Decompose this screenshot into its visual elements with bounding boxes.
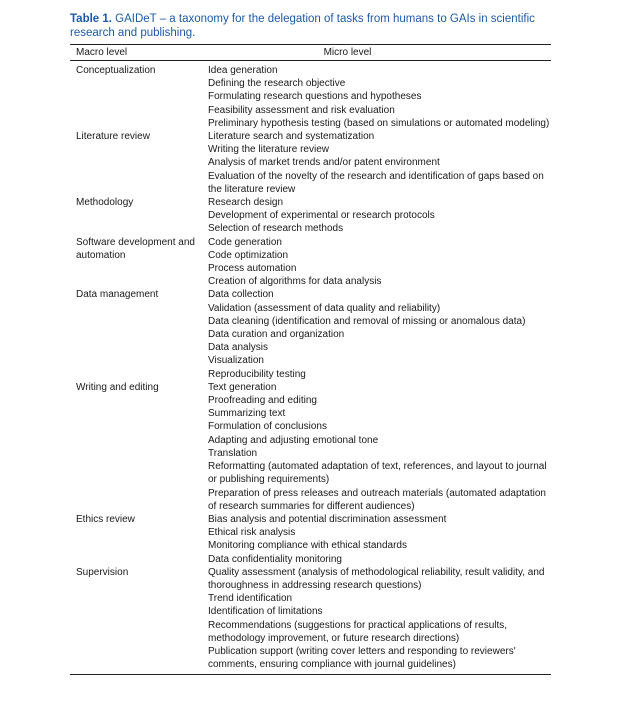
micro-level-item: Research design bbox=[208, 197, 284, 209]
bottom-rule bbox=[70, 674, 551, 675]
micro-level-item: Reproducibility testing bbox=[208, 368, 306, 380]
micro-level-item: Recommendations (suggestions for practical applications of results, methodology improvement, or future research directions) bbox=[208, 619, 508, 644]
micro-level-item: Preparation of press releases and outreach materials (automated adaptation of research summaries for different audiences) bbox=[208, 487, 546, 512]
table-row bbox=[70, 130, 551, 196]
micro-level-item: Quality assessment (analysis of methodological reliability, result validity, and thoroughness in addressing research questions) bbox=[208, 566, 545, 591]
macro-level-cell: Conceptualization bbox=[76, 65, 156, 76]
macro-level-cell: Methodology bbox=[76, 197, 134, 209]
micro-level-item: Defining the research objective bbox=[208, 78, 346, 90]
micro-level-item: Data collection bbox=[208, 289, 274, 301]
table-row bbox=[70, 513, 551, 566]
micro-level-item: Identification of limitations bbox=[208, 606, 323, 618]
micro-level-item: Translation bbox=[208, 447, 258, 459]
micro-level-cell bbox=[208, 236, 551, 289]
table-row bbox=[70, 196, 551, 236]
micro-level-cell bbox=[208, 566, 551, 672]
header-micro: Micro level bbox=[323, 47, 372, 58]
table-row bbox=[70, 566, 551, 672]
table-row bbox=[70, 236, 551, 289]
micro-level-item: Trend identification bbox=[208, 593, 293, 605]
table-title: GAIDeT – a taxonomy for the delegation of tasks from humans to GAIs in scientific research and publishing. bbox=[70, 13, 535, 39]
micro-level-item: Formulating research questions and hypotheses bbox=[208, 91, 422, 103]
micro-level-cell bbox=[208, 64, 551, 130]
micro-level-item: Data confidentiality monitoring bbox=[208, 553, 342, 565]
micro-level-item: Bias analysis and potential discrimination assessment bbox=[208, 513, 447, 525]
micro-level-item: Data cleaning (identification and removal of missing or anomalous data) bbox=[208, 315, 526, 327]
micro-level-item: Adapting and adjusting emotional tone bbox=[208, 434, 379, 446]
micro-level-item: Ethical risk analysis bbox=[208, 527, 296, 539]
micro-level-item: Monitoring compliance with ethical standards bbox=[208, 540, 407, 552]
macro-level-cell: Supervision bbox=[76, 566, 129, 578]
micro-level-item: Idea generation bbox=[208, 65, 278, 76]
table-label: Table 1. bbox=[70, 13, 112, 25]
micro-level-item: Evaluation of the novelty of the research and identification of gaps based on the literature review bbox=[208, 170, 544, 195]
micro-level-item: Text generation bbox=[208, 381, 277, 393]
micro-level-item: Literature search and systematization bbox=[208, 131, 375, 143]
micro-level-item: Summarizing text bbox=[208, 408, 286, 420]
micro-level-item: Code optimization bbox=[208, 249, 289, 261]
micro-level-cell bbox=[208, 381, 551, 513]
macro-level-cell: Ethics review bbox=[76, 513, 135, 525]
micro-level-item: Feasibility assessment and risk evaluation bbox=[208, 104, 395, 116]
macro-level-cell: Software development and automation bbox=[76, 236, 195, 261]
micro-level-cell bbox=[208, 513, 551, 566]
micro-level-item: Data curation and organization bbox=[208, 329, 345, 341]
micro-level-item: Visualization bbox=[208, 355, 264, 367]
table-caption bbox=[70, 12, 560, 40]
micro-level-item: Reformatting (automated adaptation of text, references, and layout to journal or publishing requirements) bbox=[208, 461, 547, 486]
macro-level-cell: Literature review bbox=[76, 131, 150, 143]
micro-level-item: Development of experimental or research protocols bbox=[208, 210, 435, 222]
taxonomy-table bbox=[70, 44, 551, 675]
micro-level-item: Process automation bbox=[208, 263, 297, 275]
micro-level-cell bbox=[208, 288, 551, 380]
micro-level-item: Preliminary hypothesis testing (based on simulations or automated modeling) bbox=[208, 117, 550, 129]
micro-level-item: Proofreading and editing bbox=[208, 395, 317, 407]
micro-level-item: Selection of research methods bbox=[208, 223, 344, 235]
micro-level-item: Formulation of conclusions bbox=[208, 421, 327, 433]
micro-level-item: Publication support (writing cover letters and responding to reviewers' comments, ensuring compliance with journal guidelines) bbox=[208, 645, 516, 671]
header-row bbox=[70, 45, 551, 60]
macro-level-cell: Writing and editing bbox=[76, 381, 159, 393]
micro-level-item: Creation of algorithms for data analysis bbox=[208, 276, 382, 288]
micro-level-cell bbox=[208, 196, 551, 236]
table-row bbox=[70, 288, 551, 380]
micro-level-cell bbox=[208, 130, 551, 196]
micro-level-item: Data analysis bbox=[208, 342, 269, 354]
micro-level-item: Validation (assessment of data quality and reliability) bbox=[208, 302, 441, 314]
header-macro: Macro level bbox=[76, 47, 128, 58]
micro-level-item: Analysis of market trends and/or patent environment bbox=[208, 157, 440, 169]
table-body bbox=[70, 61, 551, 671]
micro-level-item: Code generation bbox=[208, 236, 282, 248]
micro-level-item: Writing the literature review bbox=[208, 144, 329, 156]
table-row bbox=[70, 381, 551, 513]
macro-level-cell: Data management bbox=[76, 289, 159, 301]
table-row bbox=[70, 64, 551, 130]
